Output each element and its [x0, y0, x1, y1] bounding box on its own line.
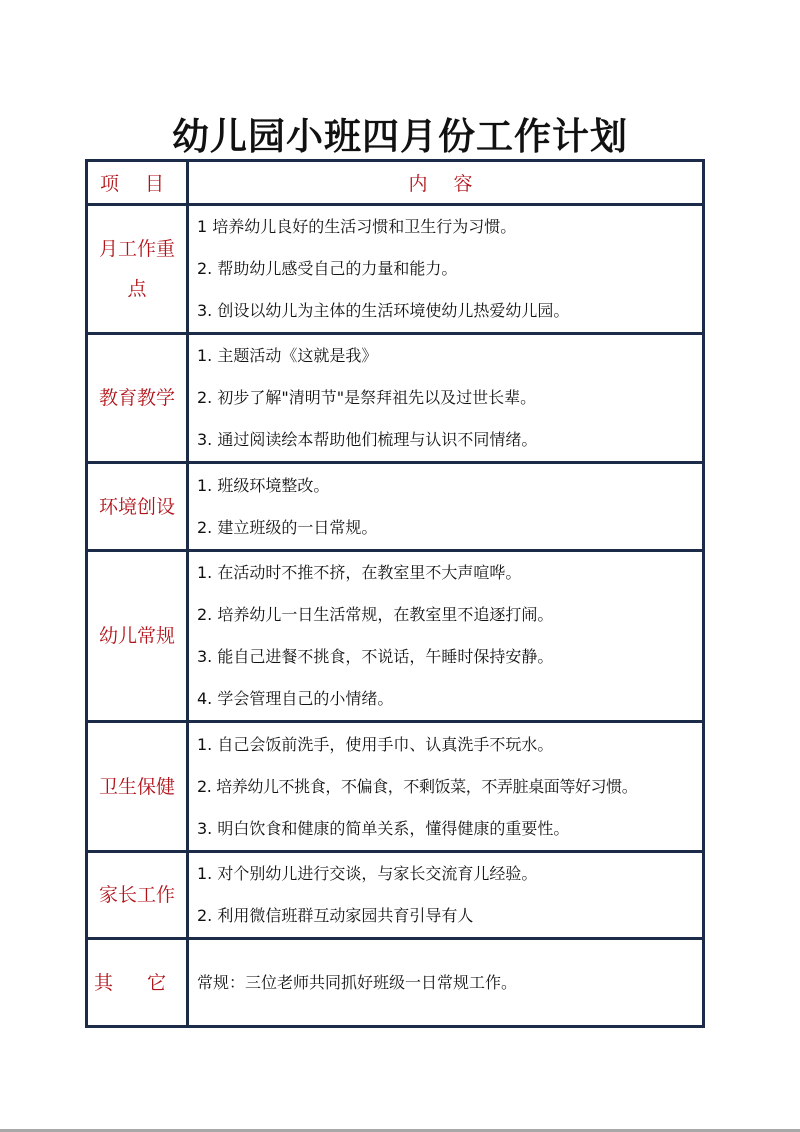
- category-label: 家长工作: [98, 884, 175, 906]
- category-label: 月工作重点: [98, 238, 175, 300]
- content-line: 1. 对个别幼儿进行交谈，与家长交流育儿经验。: [197, 864, 538, 883]
- category-label: 卫生保健: [98, 775, 175, 798]
- content-cell: [188, 722, 704, 852]
- table-row-education: [87, 334, 704, 463]
- category-label: 环境创设: [98, 495, 175, 518]
- content-line: 3. 能自己进餐不挑食，不说话，午睡时保持安静。: [197, 647, 554, 666]
- category-label: 教育教学: [98, 387, 175, 409]
- table-row-health: [87, 722, 704, 852]
- content-line: 3. 创设以幼儿为主体的生活环境使幼儿热爱幼儿园。: [197, 301, 570, 320]
- table-row-other: [87, 939, 704, 1027]
- content-line: 3. 明白饮食和健康的简单关系，懂得健康的重要性。: [197, 818, 570, 838]
- table-row-parent-work: [87, 852, 704, 939]
- content-cell: [188, 939, 704, 1027]
- content-line: 1. 在活动时不推不挤，在教室里不大声喧哗。: [197, 563, 522, 582]
- content-line: 2. 培养幼儿一日生活常规，在教室里不追逐打闹。: [197, 605, 554, 624]
- table-row-environment: [87, 463, 704, 551]
- content-line: 2. 初步了解"清明节"是祭拜祖先以及过世长辈。: [197, 388, 537, 407]
- content-line: 1. 自己会饭前洗手，使用手巾、认真洗手不玩水。: [197, 734, 554, 754]
- content-cell: [188, 852, 704, 939]
- table-row-child-routine: [87, 551, 704, 722]
- content-line: 4. 学会管理自己的小情绪。: [197, 689, 394, 708]
- category-cell: [87, 852, 188, 939]
- content-line: 常规：三位老师共同抓好班级一日常规工作。: [197, 972, 518, 992]
- content-line: 1. 主题活动《这就是我》: [197, 346, 378, 365]
- work-plan-table: [85, 159, 705, 1028]
- content-line: 2. 培养幼儿不挑食，不偏食，不剩饭菜，不弄脏桌面等好习惯。: [197, 776, 638, 796]
- category-cell: [87, 463, 188, 551]
- content-line: 1 培养幼儿良好的生活习惯和卫生行为习惯。: [197, 217, 517, 236]
- content-line: 2. 利用微信班群互动家园共育引导有人: [197, 906, 474, 925]
- category-cell: [87, 551, 188, 722]
- category-label: 幼儿常规: [98, 625, 175, 647]
- category-cell: [87, 939, 188, 1027]
- page-title: 幼儿园小班四月份工作计划: [172, 115, 628, 158]
- category-label: 其 它: [93, 971, 181, 994]
- content-cell: [188, 334, 704, 463]
- header-content: 内 容: [188, 161, 704, 205]
- table-header-row: [87, 161, 704, 205]
- table-row-monthly-focus: [87, 205, 704, 334]
- category-cell: [87, 205, 188, 334]
- content-line: 3. 通过阅读绘本帮助他们梳理与认识不同情绪。: [197, 430, 538, 449]
- header-item: 项 目: [87, 161, 188, 205]
- content-line: 2. 建立班级的一日常规。: [197, 517, 378, 537]
- category-cell: [87, 334, 188, 463]
- category-cell: [87, 722, 188, 852]
- content-cell: [188, 551, 704, 722]
- content-cell: [188, 205, 704, 334]
- content-cell: [188, 463, 704, 551]
- content-line: 1. 班级环境整改。: [197, 475, 330, 495]
- content-line: 2. 帮助幼儿感受自己的力量和能力。: [197, 259, 458, 278]
